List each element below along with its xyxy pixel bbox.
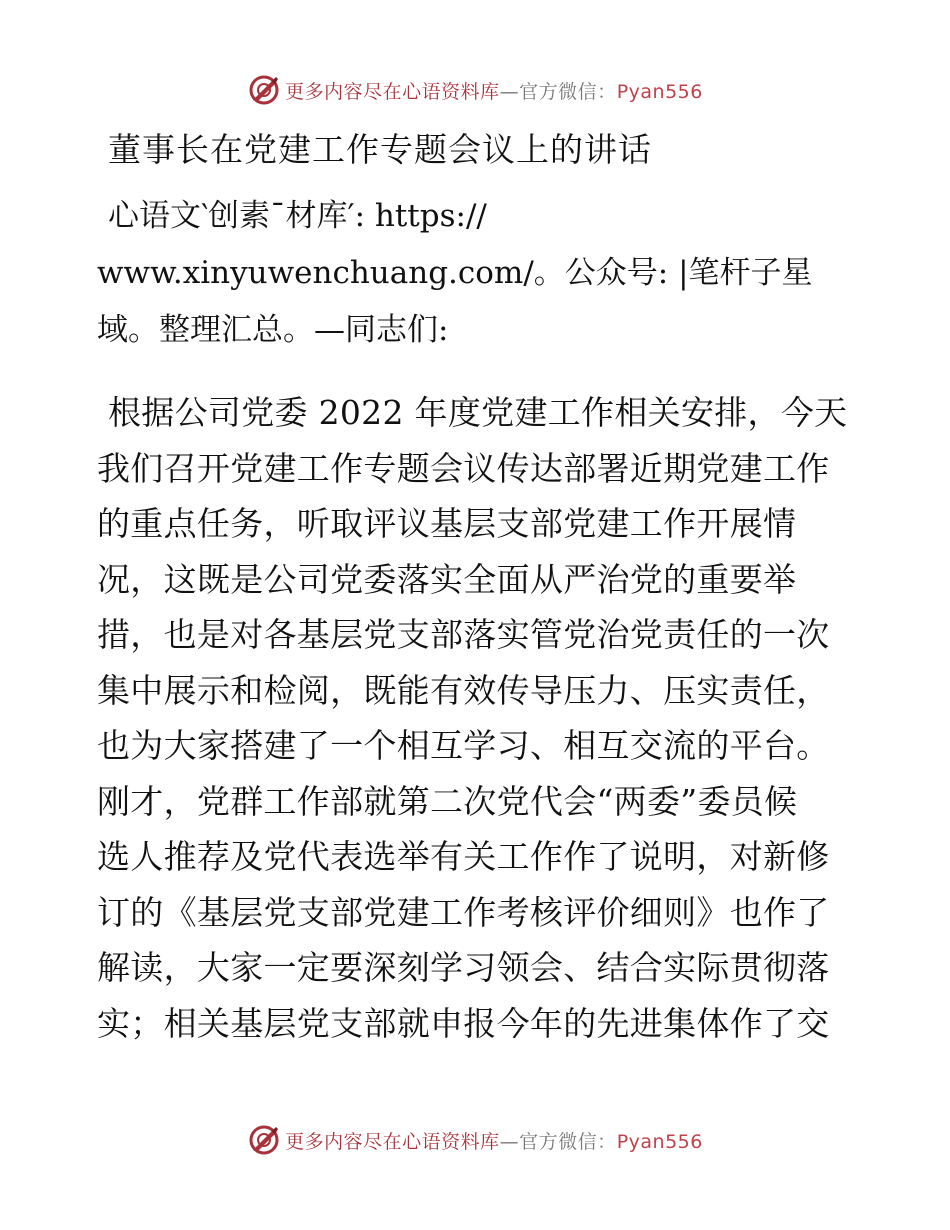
header-banner-text (285, 77, 703, 104)
header-wechat-label: 官方微信： (519, 80, 617, 103)
body-line: 况，这既是公司党委落实全面从严治党的重要举 (97, 559, 797, 599)
source-line: www.xinyuwenchuang.com/。公众号: |笔杆子星 (97, 255, 813, 291)
body-line: 解读，大家一定要深刻学习领会、结合实际贯彻落 (97, 948, 830, 987)
body-line: 实；相关基层党支部就申报今年的先进集体作了交 (97, 1003, 830, 1043)
body-paragraph (97, 385, 857, 1051)
header-separator: — (499, 80, 520, 103)
brand-logo-icon (247, 73, 281, 107)
body-line: 选人推荐及党代表选举有关工作作了说明，对新修 (97, 837, 830, 876)
footer-wechat-id: Pyan556 (616, 1130, 703, 1153)
source-line: 心语文‵创素ˉ材库′: https:// (108, 198, 487, 234)
document-title: 董事长在党建工作专题会议上的讲话 (108, 130, 652, 169)
body-line: 也为大家搭建了一个相互学习、相互交流的平台。 (97, 726, 830, 765)
footer-banner-text (285, 1127, 703, 1154)
body-line: 我们召开党建工作专题会议传达部署近期党建工作 (97, 448, 830, 488)
body-line: 集中展示和检阅，既能有效传导压力、压实责任， (97, 670, 830, 710)
body-line: 措，也是对各基层党支部落实管党治党责任的一次 (97, 615, 830, 654)
footer-brand-text: 更多内容尽在心语资料库 (285, 1130, 500, 1153)
source-line: 域。整理汇总。—同志们: (97, 312, 449, 348)
body-line: 刚才，党群工作部就第二次党代会“两委”委员候 (97, 781, 798, 821)
footer-banner (0, 1120, 950, 1160)
body-line: 订的《基层党支部党建工作考核评价细则》也作了 (97, 892, 830, 932)
source-paragraph (97, 188, 857, 359)
body-line: 的重点任务，听取评议基层支部党建工作开展情 (97, 504, 797, 543)
footer-separator: — (499, 1130, 520, 1153)
brand-logo-icon (247, 1123, 281, 1157)
body-line: 根据公司党委 2022 年度党建工作相关安排，今天 (108, 393, 848, 432)
header-banner (0, 70, 950, 110)
header-brand-text: 更多内容尽在心语资料库 (285, 80, 500, 103)
header-wechat-id: Pyan556 (616, 80, 703, 103)
footer-wechat-label: 官方微信： (519, 1130, 617, 1153)
